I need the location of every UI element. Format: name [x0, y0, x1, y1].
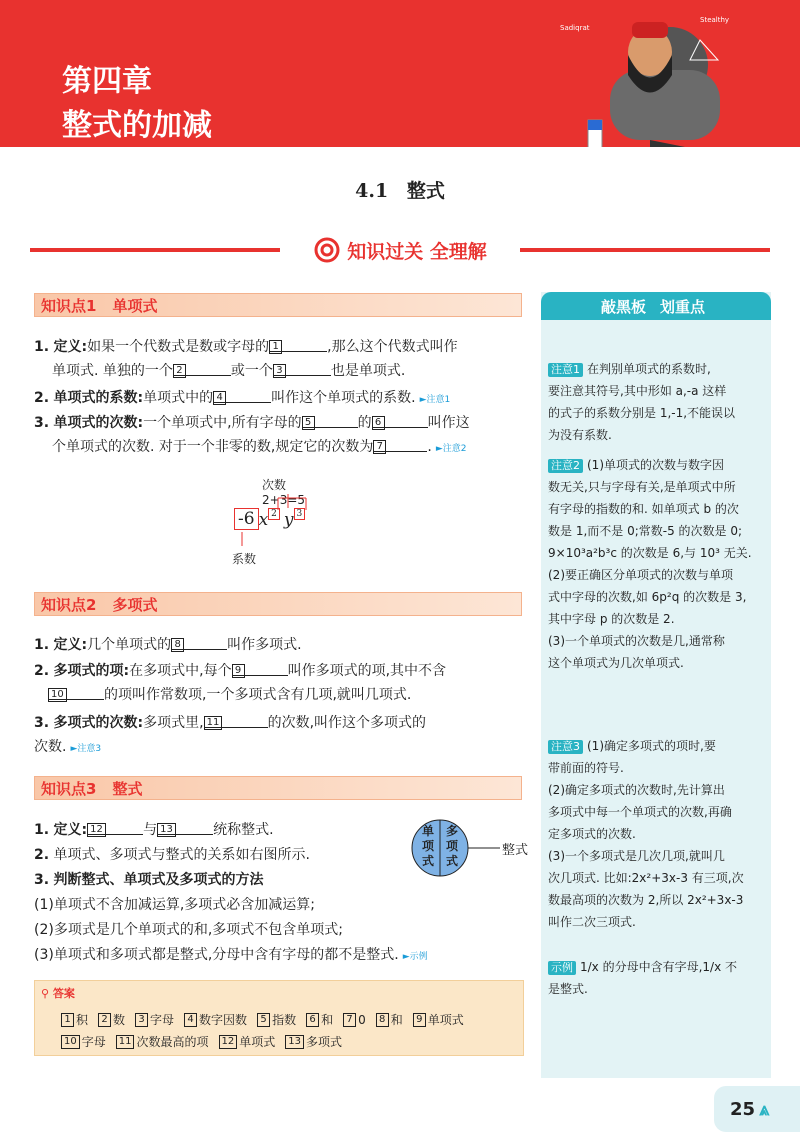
chapter-heading: [62, 60, 212, 147]
sidebar-subtitle: 划重点: [660, 297, 706, 316]
item-text: 的次数,叫作这个多项式的: [267, 715, 427, 731]
var-y: y: [283, 510, 294, 530]
note-line: [548, 779, 764, 801]
item-label: 单项式的系数:: [53, 390, 144, 406]
answer-label: [41, 985, 75, 1001]
item-text: 单项式. 单独的一个: [52, 363, 173, 379]
answer-row-1: [61, 1011, 464, 1028]
item-text: 个单项式的次数. 对于一个非零的数,规定它的次数为: [52, 439, 374, 455]
item-number: 1.: [34, 339, 50, 355]
note-line: [548, 978, 764, 1000]
note-text: (3)一个多项式是几次几项,就叫几: [548, 849, 725, 863]
note-line: [548, 476, 764, 498]
answer-number: 2: [98, 1013, 111, 1027]
blank-number: 7: [373, 440, 386, 454]
page-number-text: 25: [730, 1098, 756, 1120]
sidebar-title: 敲黑板: [601, 297, 647, 316]
item-number: 3.: [34, 715, 50, 731]
answer-item: [306, 1011, 333, 1028]
item-label: 定义:: [53, 339, 88, 355]
answer-item: [376, 1011, 403, 1028]
item-text: 次数.: [34, 739, 67, 755]
kp1-number: 知识点1: [41, 296, 97, 315]
answer-value: 和: [321, 1013, 334, 1027]
answer-value: 0: [358, 1012, 366, 1027]
note-line: [548, 956, 764, 978]
blank-number: 9: [232, 664, 245, 678]
chapter-banner: [0, 0, 800, 147]
note-link[interactable]: ►示例: [402, 952, 428, 962]
note-text: 定多项式的次数.: [548, 827, 636, 841]
blank-12[interactable]: [87, 818, 143, 835]
kp1-header: [34, 293, 522, 317]
answer-number: 13: [285, 1035, 304, 1049]
blank-2[interactable]: [173, 359, 231, 376]
integral-label: 整式: [502, 843, 529, 858]
item-label: 定义:: [53, 637, 88, 653]
blank-number: 3: [273, 364, 286, 378]
answer-item: [98, 1011, 125, 1028]
answer-number: 11: [116, 1035, 135, 1049]
item-label: 定义:: [53, 822, 88, 838]
note-tag: 注意2: [548, 459, 583, 473]
sidebar-header: [541, 292, 771, 320]
item-number: 1.: [34, 637, 50, 653]
blank-6[interactable]: [372, 411, 428, 428]
note-text: 有字母的指数的和. 如单项式 b 的次: [548, 502, 739, 516]
note-text: 1/x 的分母中含有字母,1/x 不: [580, 960, 738, 974]
note-line: [548, 520, 764, 542]
degree-sum-label: 次数2+3=5: [262, 478, 306, 507]
item-number: 2.: [34, 663, 50, 679]
kp1-name: 单项式: [112, 296, 158, 315]
answer-value: 字母: [150, 1013, 175, 1027]
note-link[interactable]: ►注意3: [70, 744, 102, 754]
note-text: (3)一个单项式的次数是几,通常称: [548, 634, 725, 648]
note-text: (1)确定多项式的项时,要: [587, 739, 716, 753]
answer-value: 数: [113, 1013, 126, 1027]
spiral-logo-icon: [313, 236, 341, 264]
kp3-rule2: (2)多项式是几个单项式的和,多项式不包含单项式;: [34, 922, 343, 938]
answer-item: [413, 1011, 464, 1028]
kp3-rule3: [34, 943, 524, 969]
item-text: 一个单项式中,所有字母的: [143, 415, 302, 431]
note-line: [548, 867, 764, 889]
note-text: (1)单项式的次数与数字因: [587, 458, 724, 472]
answer-item: [116, 1033, 209, 1050]
note-line: [548, 454, 764, 476]
note-text: 为没有系数.: [548, 428, 612, 442]
blank-number: 4: [213, 391, 226, 405]
kp3-header: [34, 776, 522, 800]
note-line: [548, 564, 764, 586]
note-text: 在判别单项式的系数时,: [587, 362, 711, 376]
note-line: [548, 845, 764, 867]
note-tag: 注意3: [548, 740, 583, 754]
kp1-item1: [34, 335, 524, 383]
item-text: 叫作这: [427, 415, 470, 431]
answer-value: 数字因数: [199, 1013, 248, 1027]
note-line: [548, 823, 764, 845]
item-text: 或一个: [230, 363, 273, 379]
compass-icon: ⩓: [759, 1098, 770, 1120]
answer-number: 1: [61, 1013, 74, 1027]
answer-box: [34, 980, 524, 1056]
blank-1[interactable]: [269, 335, 327, 352]
note-link[interactable]: ►注意2: [435, 444, 467, 454]
answer-number: 10: [61, 1035, 80, 1049]
item-text: 也是单项式.: [330, 363, 406, 379]
item-number: 2.: [34, 847, 50, 863]
note2-block: [548, 454, 764, 674]
blank-4[interactable]: [213, 386, 271, 403]
answer-value: 多项式: [305, 1035, 342, 1049]
blank-10[interactable]: [48, 683, 104, 700]
note-text: 次几项式. 比如:2x²+3x-3 有三项,次: [548, 871, 744, 885]
note-text: 这个单项式为几次单项式.: [548, 656, 684, 670]
knowledge-header-text: 知识过关 全理解: [347, 240, 487, 263]
note-line: [548, 402, 764, 424]
blank-13[interactable]: [157, 818, 213, 835]
polynomial-label: 多项式: [446, 824, 459, 868]
answer-row-2: [61, 1033, 342, 1050]
answer-item: [343, 1011, 366, 1028]
note-line: [548, 542, 764, 564]
kp2-name: 多项式: [112, 595, 158, 614]
item-text: 几个单项式的: [87, 637, 172, 653]
note-link[interactable]: ►注意1: [419, 395, 451, 405]
note-line: [548, 757, 764, 779]
answer-value: 单项式: [239, 1035, 276, 1049]
blank-number: 11: [204, 716, 223, 730]
kp1-item3: [34, 411, 524, 461]
note-text: 数无关,只与字母有关,是单项式中所: [548, 480, 736, 494]
note-line: [548, 735, 764, 757]
note-text: 叫作二次三项式.: [548, 915, 636, 929]
blank-3[interactable]: [273, 359, 331, 376]
answer-item: [61, 1033, 106, 1050]
note-text: 带前面的符号.: [548, 761, 624, 775]
note-text: 数最高项的次数为 2,所以 2x²+3x-3: [548, 893, 744, 907]
item-text: 统称整式.: [213, 822, 274, 838]
item-text: 单项式、多项式与整式的关系如右图所示.: [53, 847, 310, 863]
integral-expression-diagram: [410, 818, 540, 878]
item-text: 多项式里,: [143, 715, 204, 731]
answer-number: 8: [376, 1013, 389, 1027]
svg-text:Sadiqrat: Sadiqrat: [560, 24, 590, 32]
section-title: [0, 176, 800, 203]
item-number: 2.: [34, 390, 50, 406]
answer-item: [257, 1011, 296, 1028]
item-text: .: [427, 439, 432, 455]
knowledge-header: [280, 232, 520, 268]
kp3-rule1: (1)单项式不含加减运算,多项式必含加减运算;: [34, 897, 315, 913]
note-line: [548, 889, 764, 911]
item-text: 叫作多项式的项,其中不含: [287, 663, 447, 679]
answer-value: 单项式: [427, 1013, 464, 1027]
answer-item: [219, 1033, 276, 1050]
item-text: 的: [357, 415, 372, 431]
blank-8[interactable]: [171, 633, 227, 650]
item-label: 判断整式、单项式及多项式的方法: [53, 872, 264, 888]
item-number: 3.: [34, 415, 50, 431]
note-line: [548, 652, 764, 674]
item-text: 的项叫作常数项,一个多项式含有几项,就叫几项式.: [104, 687, 412, 703]
item-text: (3)单项式和多项式都是整式,分母中含有字母的都不是整式.: [34, 947, 399, 963]
item-text: 如果一个代数式是数或字母的: [87, 339, 270, 355]
blank-number: 2: [173, 364, 186, 378]
note-line: [548, 498, 764, 520]
character-illustration: [540, 0, 760, 147]
blank-number: 5: [302, 416, 315, 430]
item-text: ,那么这个代数式叫作: [327, 339, 458, 355]
answer-item: [135, 1011, 174, 1028]
note-line: [548, 358, 764, 380]
note-line: [548, 608, 764, 630]
note-text: 9×10³a²b³c 的次数是 6,与 10³ 无关.: [548, 546, 752, 560]
blank-7[interactable]: [373, 435, 427, 452]
answer-number: 5: [257, 1013, 270, 1027]
coefficient-label: 系数: [232, 552, 257, 566]
item-text: 与: [143, 822, 158, 838]
note-line: [548, 380, 764, 402]
degree-diagram: [224, 476, 324, 566]
item-text: 叫作这个单项式的系数.: [271, 390, 416, 406]
note-text: (2)确定多项式的次数时,先计算出: [548, 783, 725, 797]
note-text: 数是 1,而不是 0;常数-5 的次数是 0;: [548, 524, 743, 538]
kp2-number: 知识点2: [41, 595, 97, 614]
example-block: [548, 956, 764, 1000]
blank-number: 1: [269, 340, 282, 354]
answer-value: 和: [390, 1013, 403, 1027]
item-label: 多项式的次数:: [53, 715, 144, 731]
item-text: 单项式中的: [143, 390, 214, 406]
section-name: 整式: [406, 180, 445, 202]
item-text: 叫作多项式.: [227, 637, 302, 653]
note-text: (2)要正确区分单项式的次数与单项: [548, 568, 733, 582]
answer-number: 6: [306, 1013, 319, 1027]
blank-11[interactable]: [204, 711, 268, 728]
note-tag: 示例: [548, 961, 576, 975]
svg-text:Stealthy: Stealthy: [700, 16, 730, 24]
kp2-header: [34, 592, 522, 616]
answer-value: 积: [76, 1013, 89, 1027]
note-text: 的式子的系数分别是 1,-1,不能误以: [548, 406, 736, 420]
blank-number: 12: [87, 823, 106, 837]
answer-label-text: 答案: [52, 987, 75, 1000]
answer-number: 4: [184, 1013, 197, 1027]
blank-number: 13: [157, 823, 176, 837]
answer-item: [184, 1011, 247, 1028]
monomial-label: 单项式: [422, 824, 435, 868]
note-text: 式中字母的次数,如 6p²q 的次数是 3,: [548, 590, 747, 604]
note-text: 是整式.: [548, 982, 588, 996]
note-text: 要注意其符号,其中形如 a,-a 这样: [548, 384, 727, 398]
item-text: 在多项式中,每个: [129, 663, 232, 679]
var-x: x: [258, 510, 269, 530]
exp-x: 2: [268, 508, 280, 520]
note3-block: [548, 735, 764, 933]
blank-number: 6: [372, 416, 385, 430]
blank-number: 8: [171, 638, 184, 652]
answer-number: 7: [343, 1013, 356, 1027]
note-line: [548, 586, 764, 608]
key-icon: ⚲: [41, 987, 50, 1000]
kp2-item1: [34, 633, 524, 657]
item-number: 1.: [34, 822, 50, 838]
blank-number: 10: [48, 688, 67, 702]
note-line: [548, 801, 764, 823]
note-tag: 注意1: [548, 363, 583, 377]
chapter-number: 第四章: [62, 64, 152, 99]
chapter-title: 整式的加减: [62, 108, 212, 143]
answer-number: 3: [135, 1013, 148, 1027]
item-label: 单项式的次数:: [53, 415, 144, 431]
note-text: 其中字母 p 的次数是 2.: [548, 612, 675, 626]
kp2-item2: [34, 659, 524, 707]
answer-value: 次数最高的项: [136, 1035, 209, 1049]
item-label: 多项式的项:: [53, 663, 130, 679]
section-number: 4.1: [355, 180, 389, 202]
note-line: [548, 424, 764, 446]
note-line: [548, 630, 764, 652]
coefficient-box: -6: [234, 508, 259, 530]
kp2-item3: [34, 711, 524, 761]
kp3-name: 整式: [112, 779, 143, 798]
kp1-item2: [34, 386, 524, 412]
exp-y: 3: [294, 508, 306, 520]
answer-item: [61, 1011, 88, 1028]
answer-value: 指数: [272, 1013, 297, 1027]
note-line: [548, 911, 764, 933]
answer-number: 12: [219, 1035, 238, 1049]
page-number: [714, 1086, 800, 1132]
answer-item: [285, 1033, 342, 1050]
answer-number: 9: [413, 1013, 426, 1027]
answer-value: 字母: [81, 1035, 106, 1049]
note1-block: [548, 358, 764, 446]
item-number: 3.: [34, 872, 50, 888]
blank-9[interactable]: [232, 659, 288, 676]
blank-5[interactable]: [302, 411, 358, 428]
note-text: 多项式中每一个单项式的次数,再确: [548, 805, 732, 819]
kp3-number: 知识点3: [41, 779, 97, 798]
